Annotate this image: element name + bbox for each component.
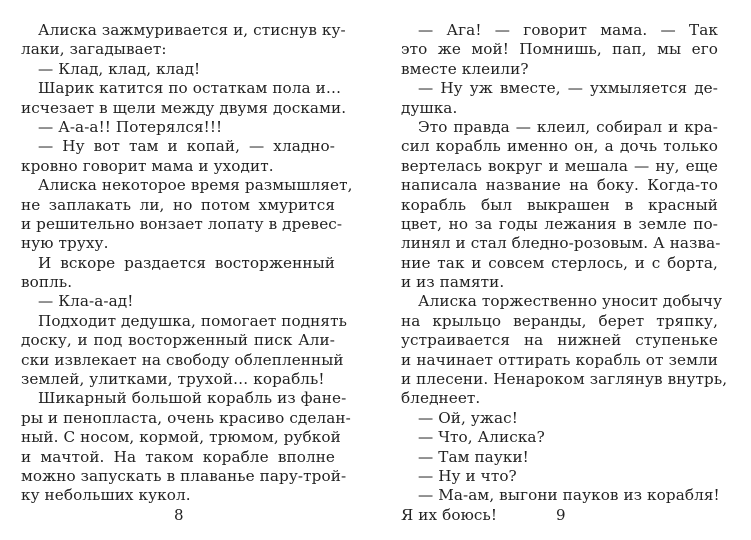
text-line: и из памяти.	[401, 273, 505, 292]
text-line: вместе клеили?	[401, 59, 529, 78]
text-line: — Что, Алиска?	[418, 428, 545, 447]
text-line: вопль.	[21, 273, 73, 292]
text-line: устраивается на нижней ступеньке	[401, 331, 718, 350]
right-page	[375, 0, 751, 540]
right-page-text	[401, 21, 728, 525]
text-line: написала название на боку. Когда-то	[401, 176, 718, 195]
text-line: линял и стал бледно-розовым. А назва-	[401, 234, 721, 253]
text-line: — Клад, клад, клад!	[38, 59, 201, 78]
text-line: цвет, но за годы лежания в земле по-	[401, 214, 718, 233]
text-line: ры и пенопласта, очень красиво сделан-	[21, 408, 351, 427]
text-line: душка.	[401, 98, 458, 117]
left-page	[0, 0, 375, 540]
text-line: можно запускать в плаванье пару-трой-	[21, 466, 347, 485]
text-line: — Кла-а-ад!	[38, 292, 134, 311]
text-line: вертелась вокруг и мешала — ну, еще	[401, 156, 718, 175]
text-line: Алиска торжественно уносит добычу	[418, 292, 723, 311]
text-line: — Ой, ужас!	[418, 408, 518, 427]
text-line: — Ну уж вместе, — ухмыляется де-	[418, 79, 718, 98]
text-line: — Там пауки!	[418, 447, 529, 466]
text-line: Алиска зажмуривается и, стиснув ку-	[38, 21, 346, 39]
text-line: и мачтой. На таком корабле вполне	[21, 447, 335, 466]
text-line: — Ма-ам, выгони пауков из корабля!	[418, 486, 720, 505]
text-line: Алиска некоторое время размышляет,	[38, 176, 353, 195]
text-line: доску, и под восторженный писк Али-	[21, 331, 335, 350]
text-line: Шикарный большой корабль из фане-	[38, 389, 347, 408]
text-line: и начинает оттирать корабль от земли	[401, 350, 718, 369]
text-line: лаки, загадывает:	[21, 40, 167, 59]
page-number: 9	[556, 506, 566, 524]
left-page-text	[21, 21, 353, 506]
text-line: сил корабль именно он, а дочь только	[401, 137, 718, 156]
text-line: И вскоре раздается восторженный	[38, 253, 335, 272]
text-line: Подходит дедушка, помогает поднять	[38, 311, 347, 330]
text-line: Это правда — клеил, собирал и кра-	[418, 117, 718, 136]
text-line: не заплакать ли, но потом хмурится	[21, 195, 335, 214]
text-line: — А-а-а!! Потерялся!!!	[38, 117, 223, 136]
text-line: и плесени. Ненароком заглянув внутрь,	[401, 370, 728, 389]
text-line: кровно говорит мама и уходит.	[21, 156, 274, 175]
text-line: — Ну и что?	[418, 466, 517, 485]
text-line: землей, улитками, трухой… корабль!	[21, 370, 325, 389]
text-line: бледнеет.	[401, 389, 481, 408]
page-number: 8	[174, 506, 184, 524]
text-line: ку небольших кукол.	[21, 486, 191, 505]
text-line: это же мой! Помнишь, пап, мы его	[401, 40, 718, 59]
text-line: — Ну вот там и копай, — хладно-	[38, 137, 335, 156]
text-line: Шарик катится по остаткам пола и…	[38, 79, 342, 98]
text-line: ски извлекает на свободу облепленный	[21, 350, 344, 369]
text-line: корабль был выкрашен в красный	[401, 195, 718, 214]
text-line: ный. С носом, кормой, трюмом, рубкой	[21, 428, 341, 447]
text-line: и решительно вонзает лопату в древес-	[21, 214, 343, 233]
text-line: ную труху.	[21, 234, 109, 253]
text-line: Я их боюсь!	[401, 505, 498, 524]
text-line: — Ага! — говорит мама. — Так	[418, 21, 718, 39]
text-line: на крыльцо веранды, берет тряпку,	[401, 311, 718, 330]
text-line: исчезает в щели между двумя досками.	[21, 98, 347, 117]
text-line: ние так и совсем стерлось, и с борта,	[401, 253, 718, 272]
